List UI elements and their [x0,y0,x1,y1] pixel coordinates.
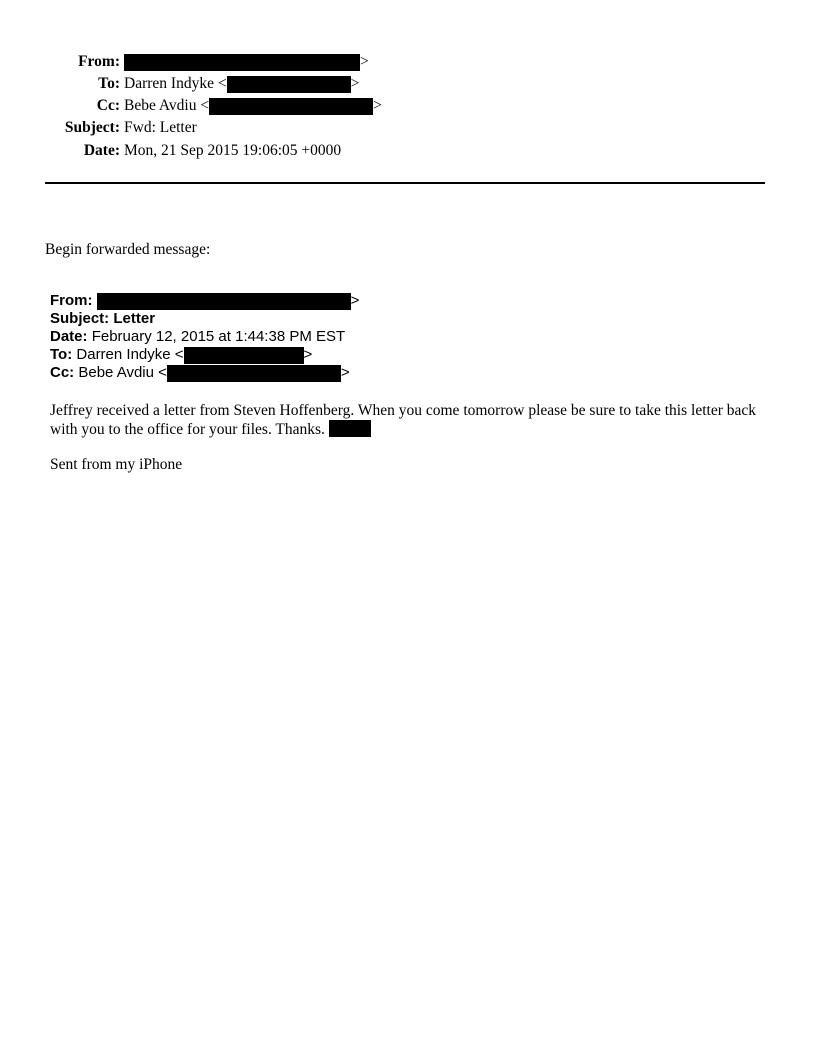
date-value: Mon, 21 Sep 2015 19:06:05 +0000 [124,142,342,159]
redaction-block [124,54,360,71]
fwd-date-label: Date: [50,328,88,345]
redaction-block [167,365,341,382]
redaction-block [184,347,304,364]
fwd-subject-value: Letter [113,310,156,327]
fwd-from-label: From: [50,292,93,309]
cc-suffix: > [373,97,382,114]
fwd-to-label: To: [50,346,73,363]
fwd-subject-label: Subject: [50,310,110,327]
fwd-from-suffix: > [350,292,360,309]
message-body [50,401,770,439]
fwd-cc-suffix: > [340,364,350,381]
fwd-date-value: February 12, 2015 at 1:44:38 PM EST [91,328,346,345]
fwd-cc-label: Cc: [50,364,75,381]
fwd-to-row [50,346,312,364]
fwd-cc-row [50,364,350,382]
redaction-block [97,293,351,310]
cc-name: Bebe Avdiu < [124,97,210,114]
signature: Sent from my iPhone [50,456,183,473]
subject-label: Subject: [64,119,120,136]
fwd-date-row [50,328,345,346]
forward-intro: Begin forwarded message: [45,241,211,258]
fwd-to-name: Darren Indyke < [76,346,184,363]
from-label: From: [78,53,120,70]
from-suffix: > [360,53,369,70]
fwd-cc-name: Bebe Avdiu < [78,364,167,381]
redaction-block [227,76,351,93]
fwd-to-suffix: > [303,346,313,363]
fwd-from-row [50,292,359,310]
fwd-subject-row [50,310,155,328]
subject-value: Fwd: Letter [124,119,197,136]
date-label: Date: [83,142,120,159]
cc-label: Cc: [96,97,120,114]
to-name: Darren Indyke < [124,75,227,92]
to-label: To: [98,75,120,92]
redaction-block [209,98,373,115]
header-divider [45,182,765,184]
redaction-block [329,420,371,437]
to-suffix: > [350,75,360,92]
message-body-text: Jeffrey received a letter from Steven Hoffenberg. When you come tomorrow please be sure to take this letter back with you to the office for your files. Thanks. [50,402,756,438]
